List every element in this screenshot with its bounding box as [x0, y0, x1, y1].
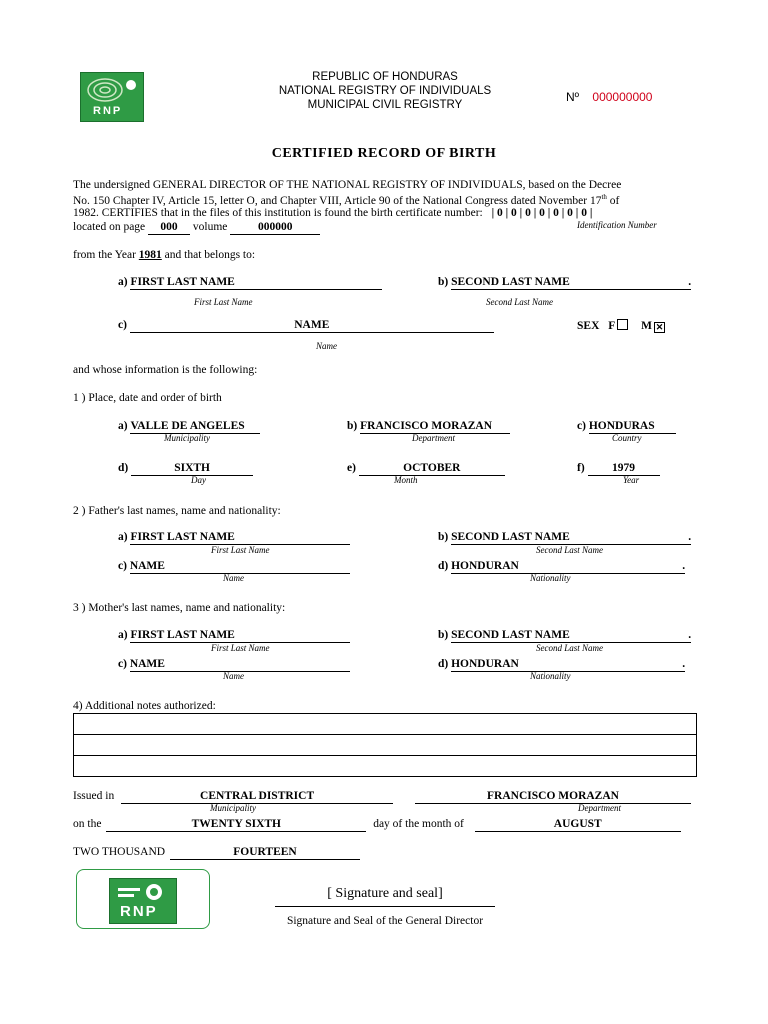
issued-label: Issued in [73, 790, 115, 802]
header-registry: NATIONAL REGISTRY OF INDIVIDUALS [278, 85, 492, 97]
certificate-number: | 0 | 0 | 0 | 0 | 0 | 0 | 0 | [491, 207, 593, 219]
sex-f-checkbox[interactable] [617, 319, 628, 330]
two-thousand-label: TWO THOUSAND [73, 846, 166, 858]
day-caption: Day [191, 475, 206, 485]
sex-field: SEX F M ✕ [577, 320, 664, 332]
mother-first-last-caption: First Last Name [211, 643, 270, 653]
section-4-title: 4) Additional notes authorized: [73, 700, 216, 712]
intro-line-2: No. 150 Chapter IV, Article 15, letter O, and Chapter VIII, Article 90 of the National Congress dated November 17th of [73, 193, 620, 207]
birth-day: SIXTH [131, 462, 253, 476]
rnp-logo-bottom [109, 878, 177, 924]
volume-value: 000000 [230, 221, 320, 235]
additional-notes-box[interactable] [73, 713, 697, 777]
month-caption: Month [394, 475, 418, 485]
year-caption: Year [623, 475, 640, 485]
header-republic: REPUBLIC OF HONDURAS [312, 71, 458, 83]
mother-second-last-caption: Second Last Name [536, 643, 603, 653]
page-value: 000 [148, 221, 190, 235]
name-caption: Name [316, 341, 337, 351]
issued-day: TWENTY SIXTH [106, 818, 366, 832]
father-name-caption: Name [223, 573, 244, 583]
birth-municipality: VALLE DE ANGELES [130, 420, 260, 434]
father-nationality: HONDURAN . [451, 560, 686, 572]
section-3-title: 3 ) Mother's last names, name and nationality: [73, 602, 286, 614]
birth-department: FRANCISCO MORAZAN [360, 420, 510, 434]
rnp-logo-bottom-frame [76, 869, 210, 929]
sex-m-checkbox[interactable]: ✕ [655, 322, 664, 332]
second-last-name-caption: Second Last Name [486, 297, 553, 307]
issued-department: FRANCISCO MORAZAN [415, 790, 691, 804]
mother-first-last-name: FIRST LAST NAME [130, 629, 350, 643]
issued-year: FOURTEEN [170, 846, 360, 860]
year-value: 1981 [138, 249, 162, 261]
year-line: from the Year 1981 and that belongs to: [73, 249, 256, 261]
day-of-month-label: day of the month of [373, 818, 464, 830]
document-title: CERTIFIED RECORD OF BIRTH [271, 146, 497, 161]
birth-country: HONDURAS [589, 420, 676, 434]
department-caption: Department [412, 433, 455, 443]
identification-number-caption: Identification Number [577, 220, 657, 230]
info-intro: and whose information is the following: [73, 364, 258, 376]
issued-municipality-caption: Municipality [210, 803, 256, 813]
rnp-logo-top [80, 72, 144, 122]
person-name: NAME [130, 319, 494, 333]
father-nationality-caption: Nationality [530, 573, 571, 583]
notes-line[interactable] [74, 714, 696, 735]
birth-year: 1979 [588, 462, 660, 476]
signature-caption: Signature and Seal of the General Director [286, 915, 484, 927]
header-municipal: MUNICIPAL CIVIL REGISTRY [307, 99, 463, 111]
on-the-label: on the [73, 818, 102, 830]
notes-line[interactable] [74, 756, 696, 776]
notes-line[interactable] [74, 735, 696, 756]
municipality-caption: Municipality [164, 433, 210, 443]
logo-text-bottom: RNP [120, 903, 158, 920]
father-second-last-caption: Second Last Name [536, 545, 603, 555]
intro-line-3: 1982. CERTIFIES that in the files of this institution is found the birth certificate number: | 0 | 0 | 0 | 0 | 0 | 0 | 0 | [73, 207, 593, 219]
country-caption: Country [612, 433, 642, 443]
father-second-last-name: SECOND LAST NAME . [451, 531, 692, 543]
fingerprint-icon [85, 76, 139, 104]
issued-municipality: CENTRAL DISTRICT [121, 790, 393, 804]
father-name: NAME [130, 560, 350, 574]
birth-month: OCTOBER [359, 462, 505, 476]
father-first-last-caption: First Last Name [211, 545, 270, 555]
father-first-last-name: FIRST LAST NAME [130, 531, 350, 545]
people-icon [114, 882, 172, 904]
first-last-name-caption: First Last Name [194, 297, 253, 307]
issued-month: AUGUST [475, 818, 681, 832]
mother-nationality: HONDURAN . [451, 658, 686, 670]
issued-department-caption: Department [578, 803, 621, 813]
section-2-title: 2 ) Father's last names, name and nationality: [73, 505, 281, 517]
section-1-title: 1 ) Place, date and order of birth [73, 392, 222, 404]
person-second-last-name: SECOND LAST NAME . [451, 276, 692, 288]
signature-placeholder: [ Signature and seal] [275, 886, 495, 907]
page-volume-line: located on page 000 volume 000000 [73, 221, 320, 235]
mother-nationality-caption: Nationality [530, 671, 571, 681]
mother-name-caption: Name [223, 671, 244, 681]
person-first-last-name: FIRST LAST NAME [130, 276, 382, 290]
record-number-label: Nº [566, 90, 580, 104]
logo-text: RNP [93, 105, 123, 117]
mother-name: NAME [130, 658, 350, 672]
record-number-value: 000000000 [592, 90, 653, 104]
intro-line-1: The undersigned GENERAL DIRECTOR OF THE NATIONAL REGISTRY OF INDIVIDUALS, based on the Decree [73, 179, 622, 191]
mother-second-last-name: SECOND LAST NAME . [451, 629, 692, 641]
